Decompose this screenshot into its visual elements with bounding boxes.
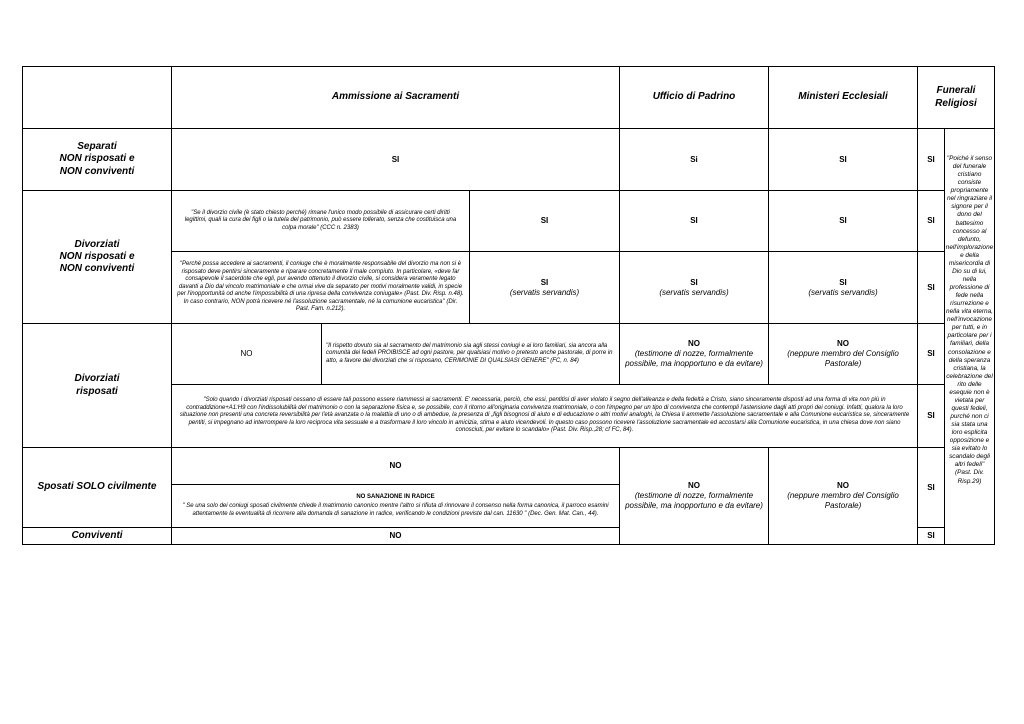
divorziati-quote-dir-past: "Perché possa accedere ai sacramenti, il coniuge che è moralmente responsabile del divorzio ma non si è risposato deve pentirsi sinceramente e riparare concretamente il male compiuto. In particolare, «deve far consapevole il sacerdote che egli, pur avendo ottenuto il divorzio civile, si considera veramente legato davanti a Dio dal vincolo matrimoniale e che ormai vive da separato per motivi moralmente validi, in specie per l'inopportunità od anche l'impossibilità di una ripresa della convivenza coniugale» (Past. Div. Risp. n.48). In caso contrario, NON potrà ricevere né l'assoluzione sacramentale, né la comunione eucaristica" (Dir. Past. Fam. n.212). (171, 251, 470, 324)
divorziati-a-ministeri: SI (768, 190, 918, 252)
separati-funerali: SI (917, 128, 945, 191)
value-note: (servatis servandis) (659, 287, 729, 297)
sposati-padrino (619, 447, 769, 545)
row-label-divorziati-non-risposati: Divorziati NON risposati e NON conviventi (22, 190, 172, 324)
sposati-funerali: SI (917, 447, 945, 528)
divorziati-risposati-funerali-a: SI (917, 323, 945, 385)
row-label-divorziati-risposati: Divorziati risposati (22, 323, 172, 448)
divorziati-risposati-no: NO (171, 323, 322, 385)
value-si: SI (690, 277, 698, 287)
divorziati-risposati-ministeri (768, 323, 918, 385)
header-funerali: Funerali Religiosi (917, 66, 995, 129)
value-note: (testimone di nozze, formalmente possibile, ma inopportuno e da evitare) (625, 491, 763, 510)
divorziati-b-ammissione (469, 251, 620, 324)
divorziati-b-ministeri (768, 251, 918, 324)
value-no: NO (688, 481, 700, 491)
value-si: SI (540, 277, 549, 287)
header-ammissione: Ammissione ai Sacramenti (171, 66, 620, 129)
value-no: NO (837, 339, 849, 349)
conviventi-funerali: SI (917, 527, 945, 545)
value-note: (servatis servandis) (808, 287, 878, 297)
divorziati-quote-ccc: "Se il divorzio civile (è stato chiesto perché) rimane l'unico modo possibile di assicurare certi diritti legittimi, quali la cura dei figli o la tutela del patrimonio, può essere tollerato, senza che costituisca una colpa morale" (CCC n. 2383) (171, 190, 470, 252)
separati-padrino: Si (619, 128, 769, 191)
separati-ammissione: SI (171, 128, 620, 191)
header-ministeri: Ministeri Ecclesiali (768, 66, 918, 129)
value-note: (testimone di nozze, formalmente possibile, ma inopportuno e da evitare) (625, 349, 763, 368)
sposati-sanazione (171, 484, 620, 528)
header-padrino: Ufficio di Padrino (619, 66, 769, 129)
divorziati-quote-past-div: "Solo quando i divorziati risposati cessano di essere tali possono essere riammessi ai sacramenti. E' necessaria, perciò, che essi, pentitisi di aver violato il segno dell'alleanza e della fedeltà a Cristo, siano sinceramente disposti ad una forma di vita non più in contraddizione+A1:H9 con l'indissolubilità del matrimonio o con la separazione fisica e, se possibile, con il ritorno all'originaria convivenza matrimoniale, o con l'impegno per un tipo di convivenza che contempli l'astensione dagli atti propri dei coniugi. Infatti, qualora la loro situazione non presenti una concreta reversibilità per l'età avanzata o la malattia di uno o di ambedue, la presenza di „figli bisognosi di aiuto e di educazione o altri motivi analoghi, la Chiesa li ammette l'assoluzione sacramentale e alla Comunione eucaristica se, sinceramente pentiti, si impegnano ad interrompere la loro reciproca vita sessuale e a trasformare il loro vincolo in amicizia, stima e aiuto vicendevoli. In questo caso possono ricevere l'assoluzione sacramentale ed accostarsi alla Comunione eucaristica, in una chiesa dove non siano conosciuti, per evitare lo scandalo» (Past. Div. Risp.,28; cf FC, 84). (171, 384, 918, 448)
divorziati-a-padrino: SI (619, 190, 769, 252)
value-note: (neppure membro del Consiglio Pastorale) (787, 491, 899, 510)
row-label-conviventi: Conviventi (22, 527, 172, 545)
divorziati-quote-fc: "Il rispetto dovuto sia al sacramento del matrimonio sia agli stessi coniugi e ai loro familiari, sia ancora alla comunità dei fedeli PROIBISCE ad ogni pastore, per qualsiasi motivo o pretesto anche pastorale, di porre in atto, a favore dei divorziati che si risposano, CERIMONIE DI QUALSIASI GENERE" (FC, n. 84) (321, 323, 620, 385)
divorziati-risposati-padrino (619, 323, 769, 385)
separati-ministeri: SI (768, 128, 918, 191)
sanazione-quote: " Se una solo dei coniugi sposati civilmente chiede il matrimonio canonico mentre l'altro si rifiuta di rinnovare il consenso nella forma canonica, il parroco esamini attentamente la eventualità di ricorrere alla domanda di sanazione in radice, verificando le condizioni previste dal can. 11630 " (Dec. Gen. Mat. Can., 44). (182, 503, 609, 517)
sposati-no: NO (171, 447, 620, 485)
row-label-sposati-civilmente: Sposati SOLO civilmente (22, 447, 172, 528)
divorziati-a-ammissione: SI (469, 190, 620, 252)
divorziati-risposati-funerali-b: SI (917, 384, 945, 448)
row-label-separati: Separati NON risposati e NON conviventi (22, 128, 172, 191)
header-empty-cell (22, 66, 172, 129)
divorziati-b-funerali: SI (917, 251, 945, 324)
sanazione-title: NO SANAZIONE IN RADICE (356, 493, 435, 500)
sposati-ministeri (768, 447, 918, 545)
value-no: NO (688, 339, 700, 349)
divorziati-b-padrino (619, 251, 769, 324)
conviventi-value: NO (171, 527, 620, 545)
value-note: (neppure membro del Consiglio Pastorale) (787, 349, 899, 368)
value-no: NO (837, 481, 849, 491)
funerali-note: "Poiché il senso del funerale cristiano consiste propriamente nel ringraziare il signore per il dono del battesimo concesso al defunto, nell'implorazione e della misericordia di Dio su di lui, nella professione di fede nella risurrezione e nella vita eterna, nell'invocazione per tutti, e in particolare per i familiari, della consolazione e della speranza cristiana, la celebrazione del rito delle esequie non è vietata per questi fedeli, purché non ci sia stata una loro esplicita opposizione e sia evitato lo scandalo degli altri fedeli" (Past. Div. Risp.29) (944, 128, 995, 545)
divorziati-a-funerali: SI (917, 190, 945, 252)
value-si: SI (839, 277, 847, 287)
value-note: (servatis servandis) (509, 287, 580, 297)
